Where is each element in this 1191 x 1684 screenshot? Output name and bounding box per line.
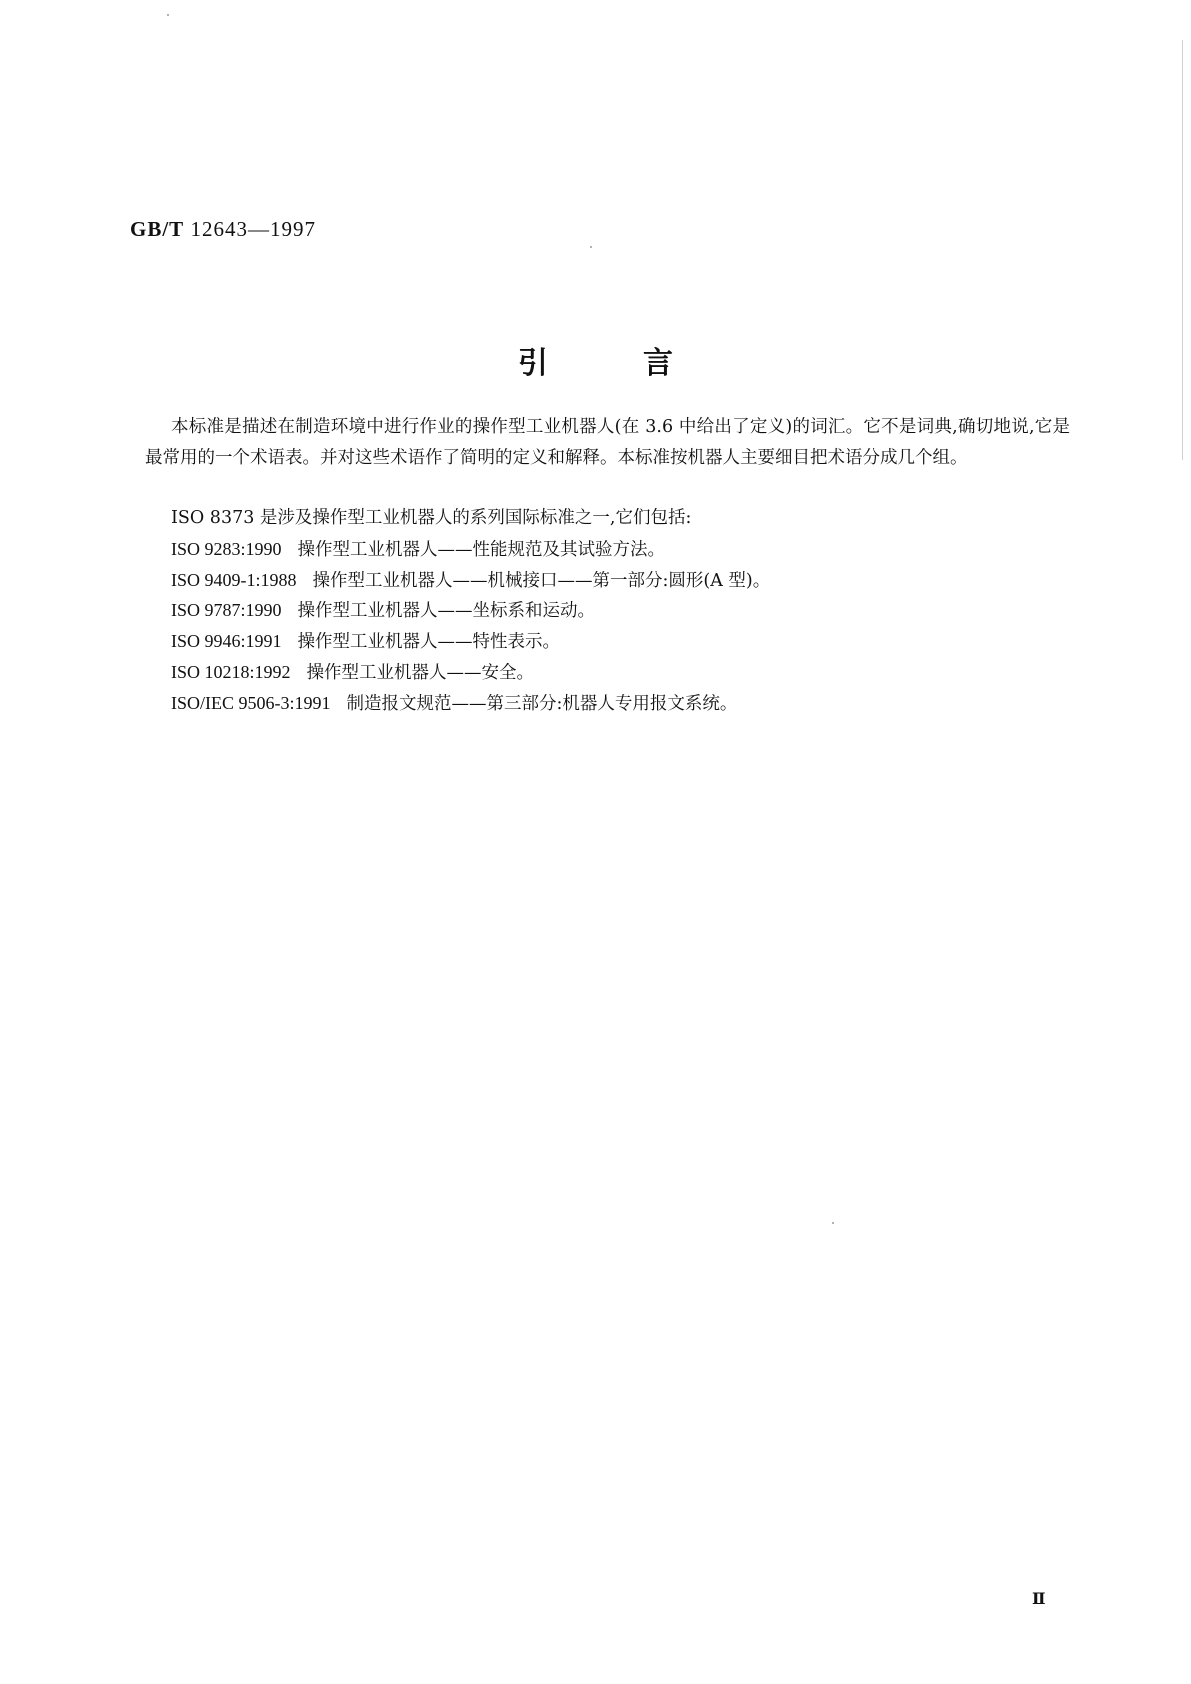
page-title: 引言 xyxy=(518,346,768,381)
reference-code: ISO/IEC 9506-3:1991 xyxy=(171,692,331,713)
reference-list xyxy=(171,503,1071,719)
reference-code: ISO 9787:1990 xyxy=(171,600,282,621)
reference-item xyxy=(171,688,1071,719)
page-number: Ⅱ xyxy=(1032,1591,1046,1608)
standard-code xyxy=(130,217,316,242)
reference-description: 操作型工业机器人——安全。 xyxy=(306,662,535,683)
standard-code-prefix: GB/T xyxy=(130,217,185,241)
series-statement: ISO 8373 是涉及操作型工业机器人的系列国际标准之一,它们包括: xyxy=(171,508,692,528)
reference-code: ISO 9409-1:1988 xyxy=(171,569,297,590)
reference-item xyxy=(171,657,1071,688)
scan-speck xyxy=(832,1222,834,1224)
reference-item xyxy=(171,534,1071,565)
reference-code: ISO 10218:1992 xyxy=(171,661,291,682)
scan-speck xyxy=(590,246,592,248)
scan-edge-line xyxy=(1182,40,1183,460)
standard-code-number: 12643—1997 xyxy=(190,217,316,241)
reference-item xyxy=(171,626,1071,657)
intro-paragraph: 本标准是描述在制造环境中进行作业的操作型工业机器人(在 3.6 中给出了定义)的词汇。它不是词典,确切地说,它是最常用的一个术语表。并对这些术语作了简明的定义和解释。本标准按机器人主要细目把术语分成几个组。 xyxy=(145,417,1070,468)
reference-description: 制造报文规范——第三部分:机器人专用报文系统。 xyxy=(346,693,738,714)
reference-description: 操作型工业机器人——性能规范及其试验方法。 xyxy=(297,539,666,560)
reference-description: 操作型工业机器人——机械接口——第一部分:圆形(A 型)。 xyxy=(312,570,771,591)
scan-speck xyxy=(167,14,169,16)
reference-code: ISO 9283:1990 xyxy=(171,538,282,559)
reference-item xyxy=(171,595,1071,626)
reference-description: 操作型工业机器人——坐标系和运动。 xyxy=(297,601,596,622)
reference-description: 操作型工业机器人——特性表示。 xyxy=(297,632,561,653)
reference-item xyxy=(171,565,1071,596)
reference-code: ISO 9946:1991 xyxy=(171,631,282,652)
